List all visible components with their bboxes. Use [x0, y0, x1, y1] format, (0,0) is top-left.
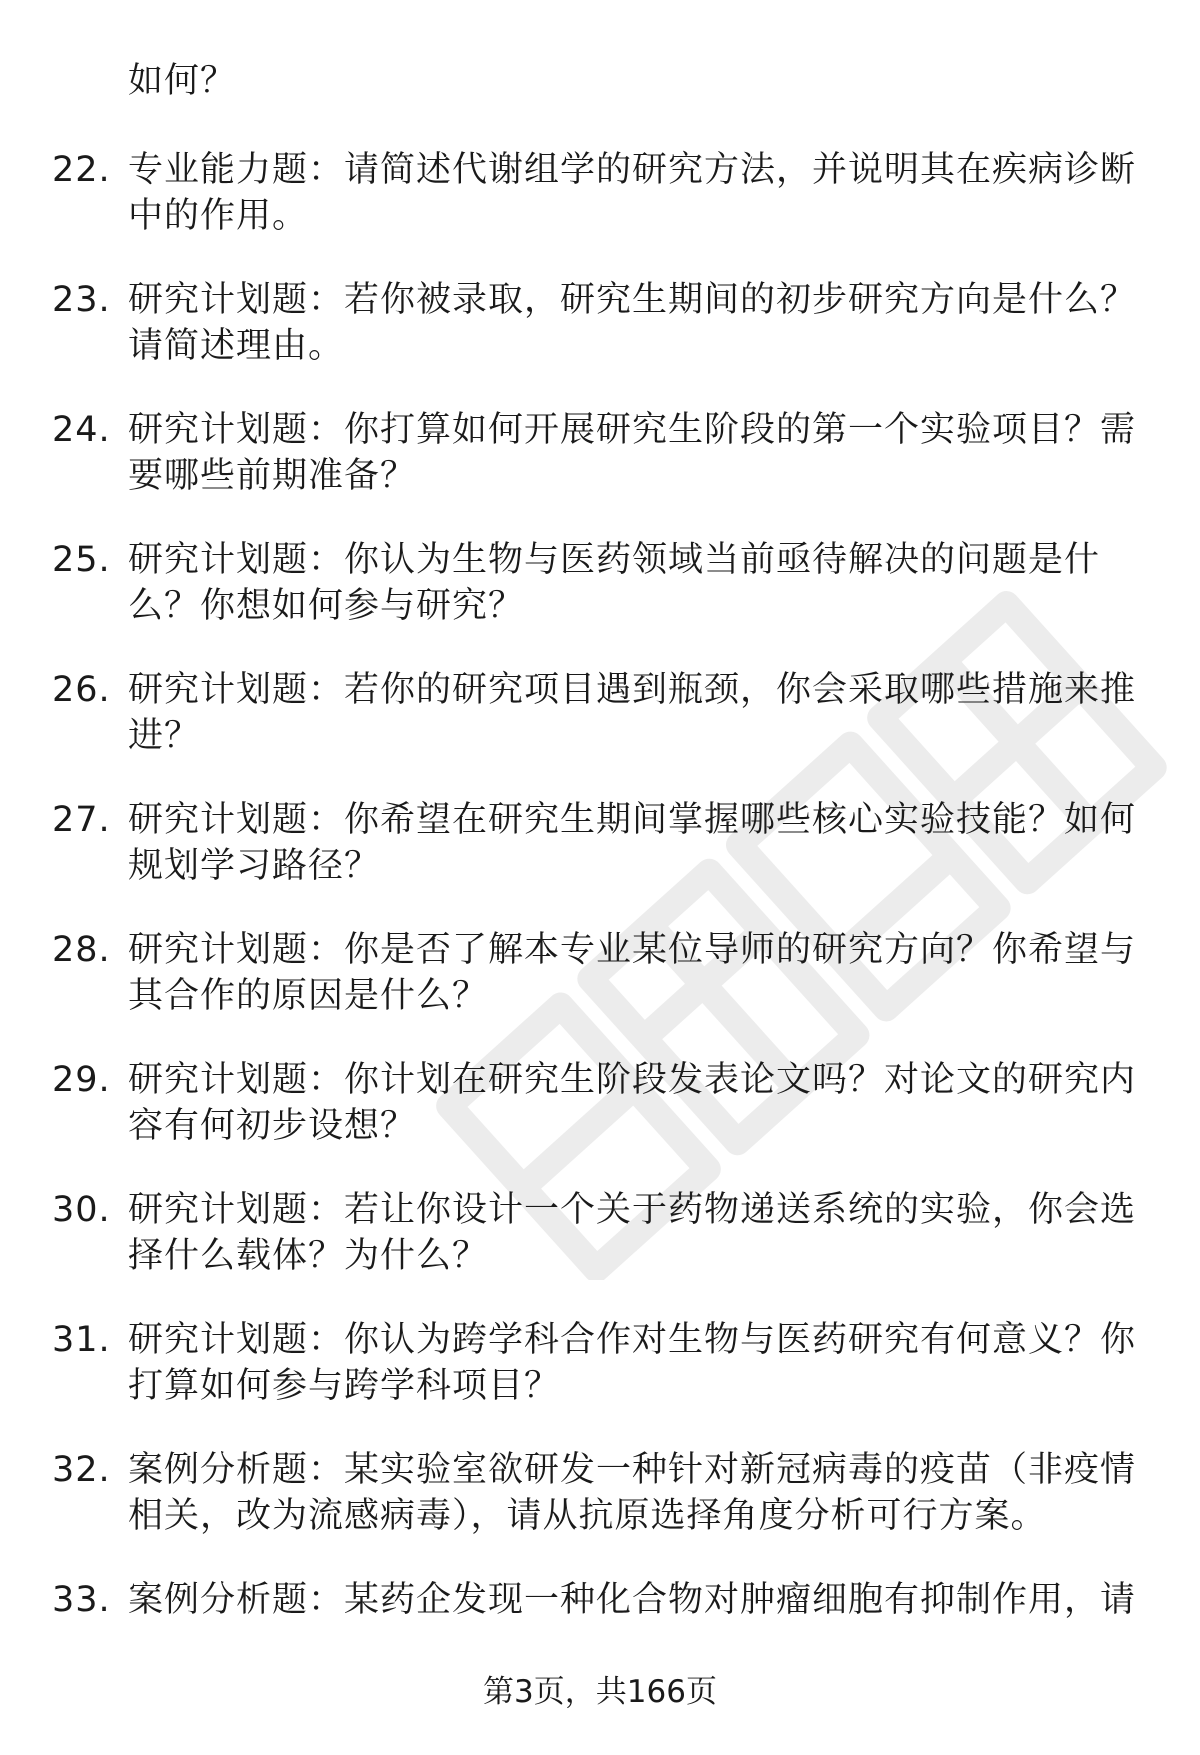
question-number: 22.: [52, 150, 111, 190]
question-number: 24.: [52, 410, 111, 450]
question-item-22: [0, 147, 1200, 277]
question-number: 23.: [52, 280, 111, 320]
question-number: 30.: [52, 1190, 111, 1230]
question-item-26: [0, 667, 1200, 797]
question-text: 研究计划题：你认为生物与医药领域当前亟待解决的问题是什么？你想如何参与研究？: [128, 540, 1101, 626]
question-item-27: [0, 797, 1200, 927]
question-item-25: [0, 537, 1200, 667]
question-number: 33.: [52, 1580, 111, 1620]
question-number: 31.: [52, 1320, 111, 1360]
question-item-28: [0, 927, 1200, 1057]
question-number: 25.: [52, 540, 111, 580]
question-item-23: [0, 277, 1200, 407]
question-item-30: [0, 1187, 1200, 1317]
question-item-29: [0, 1057, 1200, 1187]
question-item-24: [0, 407, 1200, 537]
question-number: 32.: [52, 1450, 111, 1490]
question-number: 27.: [52, 800, 111, 840]
question-text: 研究计划题：你认为跨学科合作对生物与医药研究有何意义？你打算如何参与跨学科项目？: [128, 1320, 1137, 1406]
question-text: 研究计划题：若你被录取，研究生期间的初步研究方向是什么？请简述理由。: [128, 280, 1137, 366]
question-text: 研究计划题：你计划在研究生阶段发表论文吗？对论文的研究内容有何初步设想？: [128, 1060, 1137, 1146]
question-text: 研究计划题：若你的研究项目遇到瓶颈，你会采取哪些措施来推进？: [128, 670, 1137, 756]
page-footer: 第3页，共166页: [483, 1674, 717, 1710]
question-text: 专业能力题：请简述代谢组学的研究方法，并说明其在疾病诊断中的作用。: [128, 150, 1137, 236]
question-item-31: [0, 1317, 1200, 1447]
question-text: 研究计划题：若让你设计一个关于药物递送系统的实验，你会选择什么载体？为什么？: [128, 1190, 1137, 1276]
question-text: 研究计划题：你打算如何开展研究生阶段的第一个实验项目？需要哪些前期准备？: [128, 410, 1137, 496]
question-text: 研究计划题：你希望在研究生期间掌握哪些核心实验技能？如何规划学习路径？: [128, 800, 1137, 886]
continued-question-text: 如何？: [128, 61, 237, 101]
question-number: 28.: [52, 930, 111, 970]
question-list: [0, 147, 1200, 1707]
question-number: 29.: [52, 1060, 111, 1100]
question-text: 案例分析题：某药企发现一种化合物对肿瘤细胞有抑制作用，请: [128, 1580, 1137, 1620]
question-number: 26.: [52, 670, 111, 710]
question-text: 案例分析题：某实验室欲研发一种针对新冠病毒的疫苗（非疫情相关，改为流感病毒），请从抗原选择角度分析可行方案。: [128, 1450, 1137, 1536]
question-item-32: [0, 1447, 1200, 1577]
question-text: 研究计划题：你是否了解本专业某位导师的研究方向？你希望与其合作的原因是什么？: [128, 930, 1137, 1016]
